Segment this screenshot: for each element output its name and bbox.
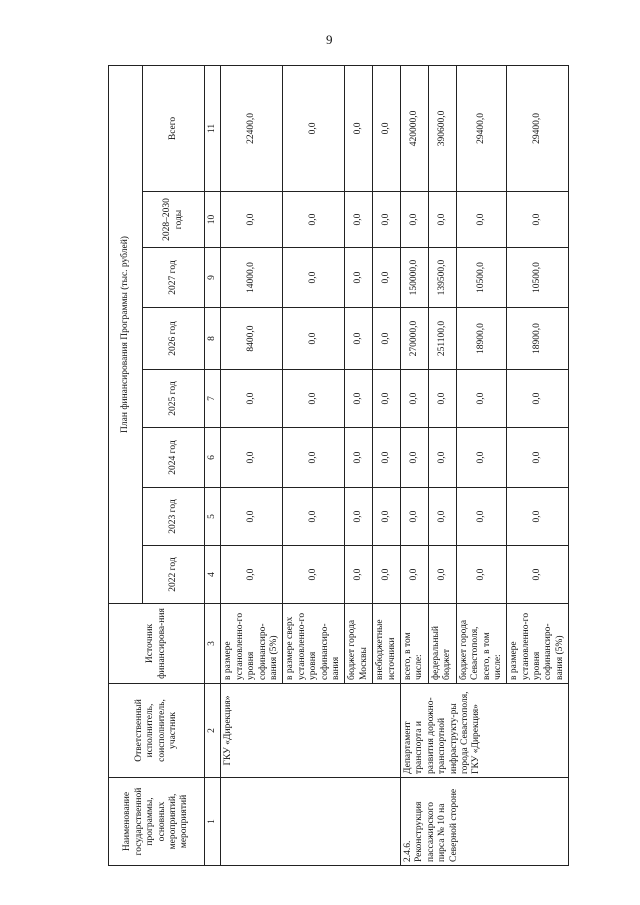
col-number: 7 — [205, 370, 221, 428]
value-cell: 0,0 — [283, 428, 345, 488]
col-number: 11 — [205, 65, 221, 191]
col-number: 2 — [205, 684, 221, 778]
value-cell: 0,0 — [221, 192, 283, 248]
value-cell: 0,0 — [221, 370, 283, 428]
header-year-2027: 2027 год — [143, 248, 205, 308]
header-plan: План финансирования Программы (тыс. рублей) — [109, 65, 143, 603]
value-cell: 0,0 — [283, 65, 345, 191]
value-cell: 0,0 — [283, 248, 345, 308]
value-cell: 0,0 — [345, 428, 373, 488]
value-cell: 0,0 — [373, 428, 401, 488]
value-cell: 0,0 — [507, 546, 569, 604]
value-cell: 150000,0 — [400, 248, 428, 308]
col-number: 1 — [205, 778, 221, 866]
source-cell: бюджет города Севастополя, всего, в том числе: — [456, 604, 507, 684]
header-year-2024: 2024 год — [143, 428, 205, 488]
col-number: 5 — [205, 488, 221, 546]
header-year-2025: 2025 год — [143, 370, 205, 428]
col-number: 4 — [205, 546, 221, 604]
value-cell: 0,0 — [373, 546, 401, 604]
value-cell: 0,0 — [456, 192, 507, 248]
header-year-2028-2030: 2028–2030 годы — [143, 192, 205, 248]
header-year-2022: 2022 год — [143, 546, 205, 604]
value-cell: 0,0 — [345, 65, 373, 191]
value-cell: 8400,0 — [221, 308, 283, 370]
value-cell: 0,0 — [345, 248, 373, 308]
value-cell: 0,0 — [373, 308, 401, 370]
financing-table — [108, 65, 569, 866]
value-cell: 22400,0 — [221, 65, 283, 191]
value-cell: 420000,0 — [400, 65, 428, 191]
value-cell: 0,0 — [221, 546, 283, 604]
value-cell: 0,0 — [456, 370, 507, 428]
col-number: 9 — [205, 248, 221, 308]
value-cell: 29400,0 — [507, 65, 569, 191]
source-cell: в размере установленно-го уровня софинансиро-вания (5%) — [507, 604, 569, 684]
value-cell: 0,0 — [283, 192, 345, 248]
value-cell: 0,0 — [373, 488, 401, 546]
header-executor: Ответственный исполнитель, соисполнитель, участник — [109, 684, 205, 778]
col-number: 6 — [205, 428, 221, 488]
col-number: 8 — [205, 308, 221, 370]
value-cell: 0,0 — [221, 428, 283, 488]
source-cell: бюджет города Москвы — [345, 604, 373, 684]
value-cell: 0,0 — [456, 428, 507, 488]
header-year-2026: 2026 год — [143, 308, 205, 370]
value-cell: 0,0 — [400, 192, 428, 248]
name-cell: 2.4.6. Реконструкция пассажирского пирса № 10 на Северной стороне — [400, 778, 568, 866]
header-source: Источник финансирова-ния — [109, 604, 205, 684]
value-cell: 0,0 — [428, 488, 456, 546]
value-cell: 0,0 — [373, 370, 401, 428]
value-cell: 0,0 — [345, 308, 373, 370]
header-total: Всего — [143, 65, 205, 191]
value-cell: 0,0 — [373, 65, 401, 191]
rotated-table-wrapper — [108, 66, 565, 866]
value-cell: 0,0 — [283, 546, 345, 604]
value-cell: 0,0 — [400, 370, 428, 428]
header-name: Наименование государственной программы, основных мероприятий, мероприятий — [109, 778, 205, 866]
source-cell: внебюджетные источники — [373, 604, 401, 684]
value-cell: 0,0 — [456, 546, 507, 604]
value-cell: 390600,0 — [428, 65, 456, 191]
value-cell: 0,0 — [373, 248, 401, 308]
value-cell: 0,0 — [507, 192, 569, 248]
value-cell: 251100,0 — [428, 308, 456, 370]
executor-cell: Департамент транспорта и развития дорожно-транспортной инфраструкту-ры города Севастополя, ГКУ «Дирекция» — [400, 684, 568, 778]
col-number: 10 — [205, 192, 221, 248]
value-cell: 0,0 — [428, 546, 456, 604]
value-cell: 14000,0 — [221, 248, 283, 308]
value-cell: 0,0 — [283, 308, 345, 370]
source-cell: в размере сверх установленно-го уровня софинансиро-вания — [283, 604, 345, 684]
value-cell: 29400,0 — [456, 65, 507, 191]
name-cell — [221, 778, 401, 866]
value-cell: 0,0 — [507, 370, 569, 428]
value-cell: 10500,0 — [507, 248, 569, 308]
value-cell: 0,0 — [507, 428, 569, 488]
value-cell: 18900,0 — [456, 308, 507, 370]
source-cell: федеральный бюджет — [428, 604, 456, 684]
value-cell: 0,0 — [345, 192, 373, 248]
value-cell: 0,0 — [400, 428, 428, 488]
value-cell: 0,0 — [507, 488, 569, 546]
value-cell: 10500,0 — [456, 248, 507, 308]
value-cell: 0,0 — [345, 488, 373, 546]
value-cell: 0,0 — [373, 192, 401, 248]
col-number: 3 — [205, 604, 221, 684]
table-row — [400, 65, 428, 865]
value-cell: 0,0 — [456, 488, 507, 546]
table-row — [221, 65, 283, 865]
value-cell: 0,0 — [345, 370, 373, 428]
source-cell: всего, в том числе: — [400, 604, 428, 684]
value-cell: 139500,0 — [428, 248, 456, 308]
value-cell: 0,0 — [428, 192, 456, 248]
source-cell: в размере установленно-го уровня софинансиро-вания (5%) — [221, 604, 283, 684]
value-cell: 0,0 — [221, 488, 283, 546]
value-cell: 0,0 — [345, 546, 373, 604]
value-cell: 18900,0 — [507, 308, 569, 370]
value-cell: 0,0 — [400, 546, 428, 604]
value-cell: 0,0 — [283, 488, 345, 546]
value-cell: 270000,0 — [400, 308, 428, 370]
value-cell: 0,0 — [428, 370, 456, 428]
value-cell: 0,0 — [400, 488, 428, 546]
value-cell: 0,0 — [283, 370, 345, 428]
header-year-2023: 2023 год — [143, 488, 205, 546]
value-cell: 0,0 — [428, 428, 456, 488]
executor-cell: ГКУ «Дирекция» — [221, 684, 401, 778]
page-number: 9 — [326, 32, 333, 47]
